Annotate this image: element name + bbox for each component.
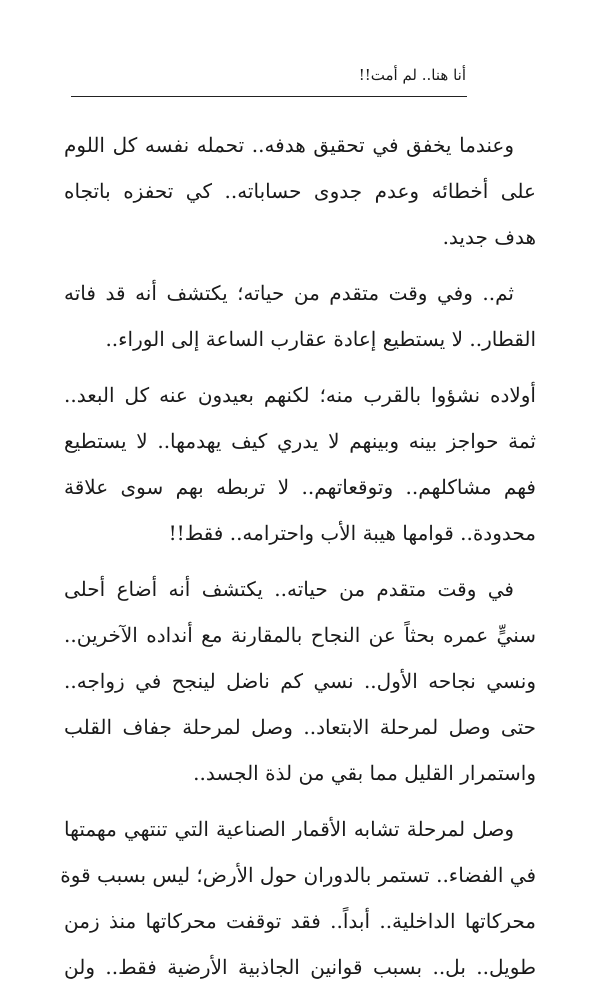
text-line: محدودة.. قوامها هيبة الأب واحترامه.. فقط!!: [168, 521, 536, 545]
paragraph-2: [64, 270, 536, 362]
paragraph-1: [64, 122, 536, 260]
text-line: حتى وصل لمرحلة الابتعاد.. وصل لمرحلة جفاف القلب: [64, 715, 536, 739]
paragraph-3: [64, 372, 536, 556]
text-line: ثمة حواجز بينه وبينهم لا يدري كيف يهدمها.. لا يستطيع: [64, 429, 536, 453]
body-text: [60, 122, 536, 990]
text-line: وصل لمرحلة تشابه الأقمار الصناعية التي تنتهي مهمتها: [64, 817, 514, 841]
text-line: القطار.. لا يستطيع إعادة عقارب الساعة إلى الوراء..: [105, 327, 536, 351]
text-line: على أخطائه وعدم جدوى حساباته.. كي تحفزه باتجاه: [64, 179, 536, 203]
text-line: طويل.. بل.. بسبب قوانين الجاذبية الأرضية فقط.. ولن: [64, 955, 536, 979]
text-line: فهم مشاكلهم.. وتوقعاتهم.. لا تربطه بهم سوى علاقة: [64, 475, 536, 499]
text-line: في الفضاء.. تستمر بالدوران حول الأرض؛ ليس بسبب قوة: [60, 863, 536, 887]
text-line: محركاتها الداخلية.. أبداً.. فقد توقفت محركاتها منذ زمن: [64, 909, 536, 933]
text-line: هدف جديد.: [442, 225, 536, 249]
text-line: ونسي نجاحه الأول.. نسي كم ناضل لينجح في زواجه..: [64, 669, 536, 693]
running-header-title: أنا هنا.. لم أمت!!: [358, 66, 466, 84]
text-line: سنيٍّ عمره بحثاً عن النجاح بالمقارنة مع أنداده الآخرين..: [64, 623, 536, 647]
header-rule: [71, 96, 467, 97]
text-line: ثم.. وفي وقت متقدم من حياته؛ يكتشف أنه قد فاته: [64, 281, 514, 305]
paragraph-4: [64, 566, 536, 796]
text-line: في وقت متقدم من حياته.. يكتشف أنه أضاع أحلى: [64, 577, 514, 601]
text-line: أولاده نشؤوا بالقرب منه؛ لكنهم بعيدون عنه كل البعد..: [64, 383, 536, 407]
text-line: وعندما يخفق في تحقيق هدفه.. تحمله نفسه كل اللوم: [64, 133, 514, 157]
text-line: واستمرار القليل مما بقي من لذة الجسد..: [193, 761, 536, 785]
paragraph-5: [60, 806, 536, 990]
